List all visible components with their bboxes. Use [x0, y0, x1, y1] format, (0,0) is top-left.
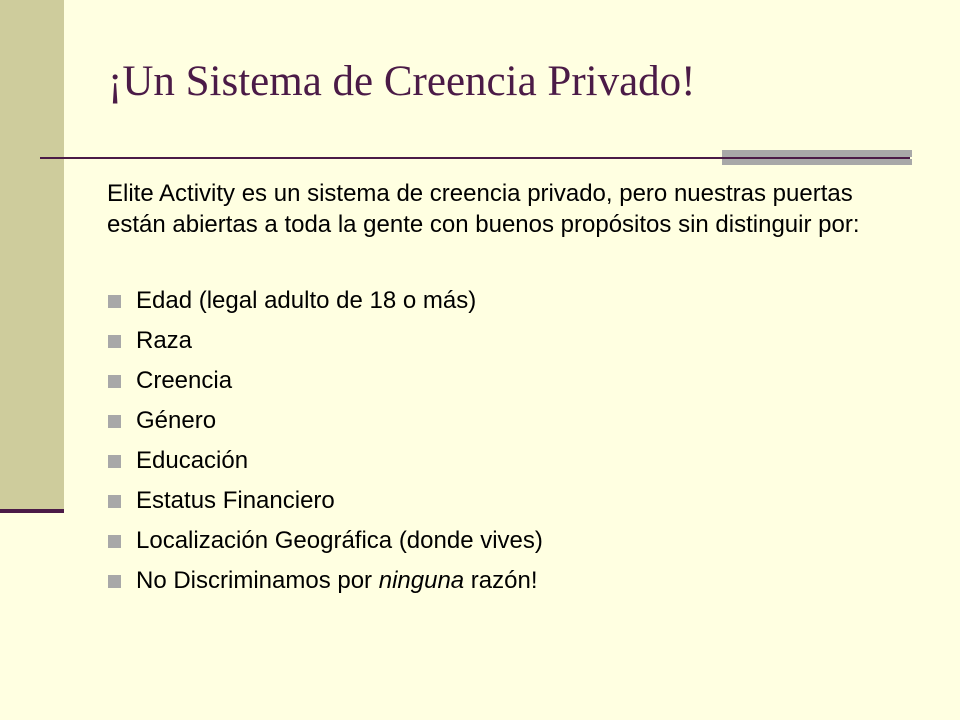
bullet-item: [108, 326, 888, 366]
intro-paragraph: Elite Activity es un sistema de creencia privado, pero nuestras puertas están abiertas a toda la gente con buenos propósitos sin distinguir por:: [107, 180, 860, 238]
bullet-item: [108, 286, 888, 326]
bullet-item: [108, 486, 888, 526]
bullet-item: [108, 406, 888, 446]
slide-title: ¡Un Sistema de Creencia Privado!: [108, 58, 696, 105]
bullet-item: [108, 446, 888, 486]
square-bullet-icon: [108, 375, 121, 388]
bullet-text-after: razón!: [464, 567, 538, 594]
square-bullet-icon: [108, 455, 121, 468]
left-decorative-band: [0, 0, 64, 510]
title-underline-accent-bottom: [722, 159, 912, 165]
title-underline-accent-top: [722, 150, 912, 157]
bullet-list: [108, 286, 888, 606]
square-bullet-icon: [108, 535, 121, 548]
bullet-text: Estatus Financiero: [136, 487, 335, 514]
bullet-item: [108, 366, 888, 406]
bullet-item-final: [108, 566, 888, 606]
bullet-emphasis-text: ninguna: [378, 567, 465, 594]
bullet-text: Educación: [136, 447, 249, 474]
bullet-text: Edad (legal adulto de 18 o más): [136, 287, 477, 314]
bullet-item: [108, 526, 888, 566]
square-bullet-icon: [108, 335, 121, 348]
square-bullet-icon: [108, 295, 121, 308]
bullet-text: Creencia: [136, 367, 233, 394]
bullet-text: Género: [136, 407, 217, 434]
bullet-text: Raza: [136, 327, 193, 354]
square-bullet-icon: [108, 495, 121, 508]
bullet-text-before: No Discriminamos por: [136, 567, 379, 594]
left-band-divider: [0, 509, 64, 513]
square-bullet-icon: [108, 415, 121, 428]
bullet-text: Localización Geográfica (donde vives): [136, 527, 543, 554]
square-bullet-icon: [108, 575, 121, 588]
